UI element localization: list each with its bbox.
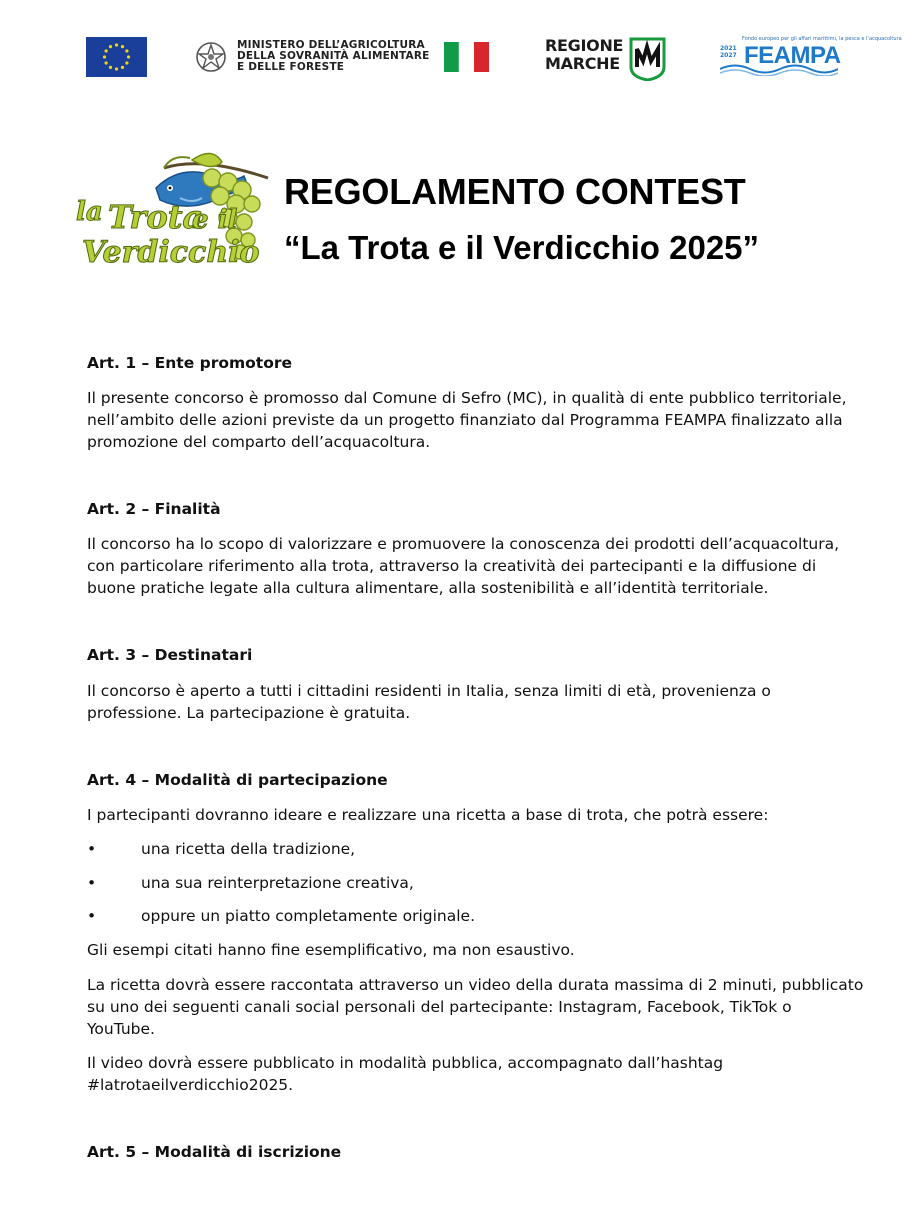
art5-heading: Art. 5 – Modalità di iscrizione	[87, 1143, 342, 1161]
list-item: una ricetta della tradizione,	[141, 840, 356, 858]
logo-word-la: la	[76, 197, 103, 227]
art2-heading: Art. 2 – Finalità	[87, 500, 221, 518]
logo-word-trota: Trota	[108, 198, 204, 236]
bullet-icon: •	[87, 874, 97, 892]
italian-flag-icon	[444, 42, 489, 72]
art3-heading: Art. 3 – Destinatari	[87, 646, 253, 664]
art4-note: Gli esempi citati hanno fine esemplificativo, ma non esaustivo.	[87, 941, 575, 959]
feampa-logo: Fondo europeo per gli affari marittimi, la pesca e l’acquacoltura 2021 2027 FEAMPA	[720, 36, 838, 76]
ministry-logo	[195, 39, 495, 77]
feampa-years: 2021 2027	[720, 45, 737, 59]
list-item: una sua reinterpretazione creativa,	[141, 874, 414, 892]
feampa-wave-icon	[720, 62, 838, 76]
bullet-icon: •	[87, 840, 97, 858]
regione-name: REGIONE MARCHE	[545, 36, 624, 73]
art4-video-paragraph: La ricetta dovrà essere raccontata attraverso un video della durata massima di 2 minuti, pubblicato su uno dei seguenti canali social personali del partecipante: Instagram, Facebook, TikTok o YouTube.	[87, 976, 864, 1038]
art1-heading: Art. 1 – Ente promotore	[87, 354, 293, 372]
logo-word-e-il: e il	[192, 205, 238, 235]
art1-body: Il presente concorso è promosso dal Comune di Sefro (MC), in qualità di ente pubblico territoriale, nell’ambito delle azioni previste da un progetto finanziato dal Programma FEAMPA finalizzato alla promozione del comparto dell’acquacoltura.	[87, 389, 847, 451]
italian-emblem-icon	[195, 39, 227, 75]
art4-intro: I partecipanti dovranno ideare e realizzare una ricetta a base di trota, che potrà essere:	[87, 806, 769, 824]
art4-heading: Art. 4 – Modalità di partecipazione	[87, 771, 388, 789]
art2-body: Il concorso ha lo scopo di valorizzare e promuovere la conoscenza dei prodotti dell’acquacoltura, con particolare riferimento alla trota, attraverso la creatività dei partecipanti e la diffusione di buone pratiche legate alla cultura alimentare, alla sostenibilità e all’identità territoriale.	[87, 535, 840, 597]
trout-grapes-illustration	[72, 148, 272, 280]
bullet-icon: •	[87, 907, 97, 925]
contest-logo	[72, 148, 272, 280]
art3-body: Il concorso è aperto a tutti i cittadini residenti in Italia, senza limiti di età, provenienza o professione. La partecipazione è gratuita.	[87, 682, 771, 722]
eu-flag-logo	[86, 37, 147, 77]
eu-stars-icon	[86, 37, 147, 77]
regione-shield-icon	[629, 37, 666, 81]
regione-marche-logo	[545, 37, 670, 81]
list-item: oppure un piatto completamente originale.	[141, 907, 476, 925]
page-subtitle: “La Trota e il Verdicchio 2025”	[284, 229, 760, 266]
ministry-name: MINISTERO DELL’AGRICOLTURA DELLA SOVRANITÀ ALIMENTARE E DELLE FORESTE	[237, 39, 430, 73]
logo-word-verdicchio: Verdicchio	[82, 235, 260, 270]
art4-hashtag-paragraph: Il video dovrà essere pubblicato in modalità pubblica, accompagnato dall’hashtag #latrotaeilverdicchio2025.	[87, 1054, 724, 1094]
page-title: REGOLAMENTO CONTEST	[284, 171, 746, 212]
